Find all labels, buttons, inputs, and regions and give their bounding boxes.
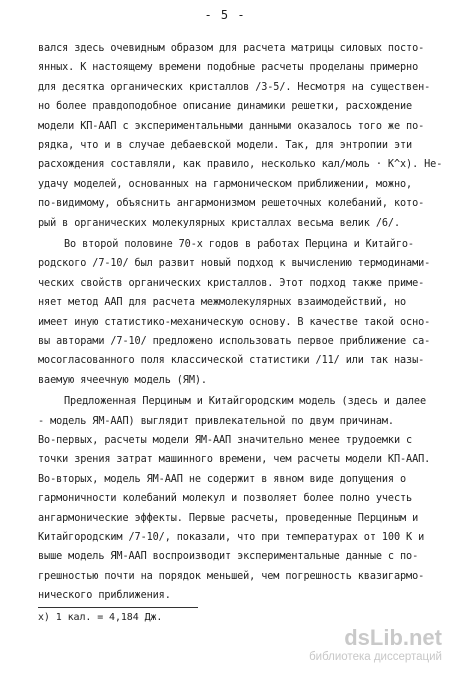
text-line: рядка, что и в случае дебаевской модели. Так, для энтропии эти (38, 140, 413, 151)
text-line: грешностью почти на порядок меньшей, чем погрешность квазигармо- (38, 570, 425, 582)
text-line: гармоничности колебаний молекул и позволяет более полно учесть (38, 493, 413, 505)
footnote-rule (38, 607, 198, 608)
text-line: янных. К настоящему времени подобные расчеты проделаны примерно (38, 62, 419, 74)
text-line: расхождения составляли, как правило, несколько кал/моль · К^х). Не- (38, 159, 443, 171)
text-line: имеет иную статистико-механическую основу. В качестве такой осно- (38, 316, 431, 328)
text-line: по-видимому, объяснить ангармонизмом решеточных колебаний, кото- (38, 198, 425, 210)
text-line: ангармонические эффекты. Первые расчеты, проведенные Перциным и (38, 512, 419, 524)
footnote: х) 1 кал. = 4,184 Дж. (38, 612, 163, 624)
page-number: - 5 - (204, 8, 246, 22)
text-line: вался здесь очевидным образом для расчета матрицы силовых посто- (38, 43, 425, 54)
text-line: для десятка органических кристаллов /3-5/. Несмотря на существен- (38, 81, 431, 93)
text-line: ческих свойств органических кристаллов. Этот подход также приме- (38, 277, 425, 289)
watermark (309, 626, 442, 664)
text-line: но более правдоподобное описание динамики решетки, расхождение (38, 101, 413, 113)
text-line: Предложенная Перциным и Китайгородским модель (здесь и далее (64, 396, 427, 408)
text-line: точки зрения затрат машинного времени, чем расчеты модели КП-ААП. (38, 454, 431, 466)
text-line: модели КП-ААП с экспериментальными данными оказалось того же по- (38, 120, 425, 132)
text-line: няет метод ААП для расчета межмолекулярных взаимодействий, но (38, 297, 407, 309)
text-line: - модель ЯМ-ААП) выглядит привлекательной по двум причинам. (38, 415, 394, 427)
text-line: Китайгородским /7-10/, показали, что при температурах от 100 К и (38, 532, 425, 543)
watermark-tagline: библиотека диссертаций (309, 651, 442, 663)
text-line: вы авторами /7-10/ предложено использовать первое приближение са- (38, 336, 431, 347)
text-line: Во-вторых, модель ЯМ-ААП не содержит в явном виде допущения о (38, 473, 407, 485)
text-line: родского /7-10/ был развит новый подход к вычислению термодинами- (38, 258, 431, 270)
text-line: удачу моделей, основанных на гармоническом приближении, можно, (38, 178, 413, 190)
text-line: выше модель ЯМ-ААП воспроизводит экспериментальные данные с по- (38, 551, 419, 563)
text-line: Во второй половине 70-х годов в работах Перцина и Китайго- (64, 239, 414, 250)
watermark-logo: dsLib.net (344, 625, 442, 650)
text-line: Во-первых, расчеты модели ЯМ-ААП значительно менее трудоемки с (38, 435, 413, 446)
text-line: мосогласованного поля классической статистики /11/ или так назы- (38, 355, 425, 367)
text-line: нического приближения. (38, 590, 171, 602)
text-line: ваемую ячеечную модель (ЯМ). (38, 374, 207, 386)
text-line: рый в органических молекулярных кристаллах весьма велик /6/. (38, 217, 401, 229)
